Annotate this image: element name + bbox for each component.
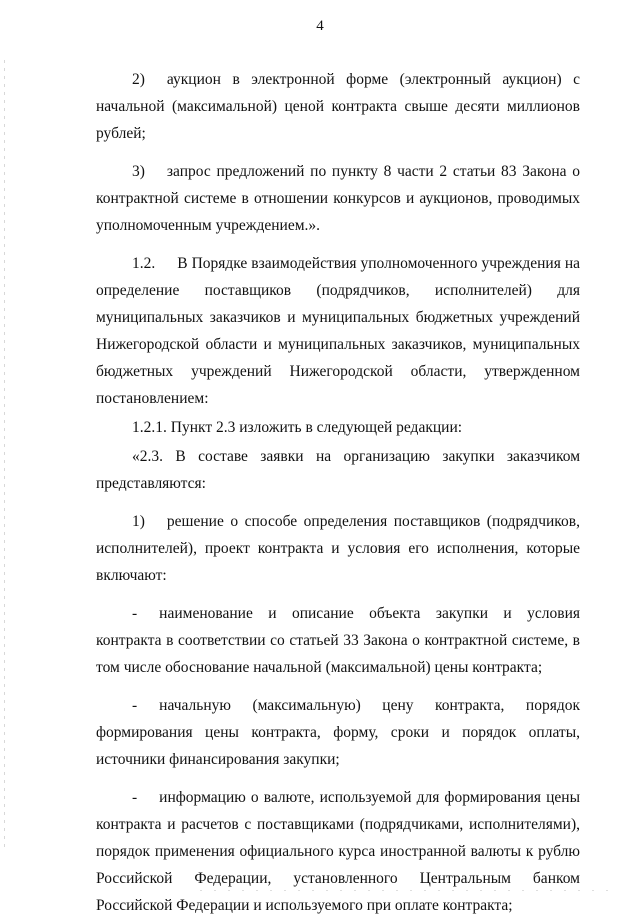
paragraph-dash-3 xyxy=(96,784,580,919)
paragraph-dash-1 xyxy=(96,600,580,681)
paragraph-marker: - xyxy=(132,789,138,806)
paragraph-item-2 xyxy=(96,66,580,147)
paragraph-1-2 xyxy=(96,250,580,412)
paragraph-text: запрос предложений по пункту 8 части 2 статьи 83 Закона о контрактной системе в отношении конкурсов и аукционов, проводимых уполномоченным учреждением.». xyxy=(96,163,580,234)
paragraph-marker: 2) xyxy=(132,71,145,88)
paragraph-dash-2 xyxy=(96,692,580,773)
paragraph-item-3 xyxy=(96,158,580,239)
page-number: 4 xyxy=(316,18,324,34)
scan-bottom-marks xyxy=(200,890,620,891)
paragraph-2-3 xyxy=(96,443,580,497)
paragraph-marker: - xyxy=(132,697,138,714)
paragraph-marker: «2.3. xyxy=(132,448,163,465)
paragraph-1-2-1 xyxy=(96,414,580,441)
paragraph-item-1 xyxy=(96,508,580,589)
paragraph-text: аукцион в электронной форме (электронный аукцион) с начальной (максимальной) ценой контракта свыше десяти миллионов рублей; xyxy=(96,71,580,142)
document-body xyxy=(96,66,580,919)
paragraph-text: В Порядке взаимодействия уполномоченного учреждения на определение поставщиков (подрядчиков, исполнителей) для муниципальных заказчиков и муниципальных бюджетных учреждений Нижегородской области и муниципальных заказчиков, муниципальных бюджетных учреждений Нижегородской области, утвержденном постановлением: xyxy=(96,255,580,407)
paragraph-text: решение о способе определения поставщиков (подрядчиков, исполнителей), проект контракта и условия его исполнения, которые включают: xyxy=(96,513,580,584)
paragraph-text: 1.2.1. Пункт 2.3 изложить в следующей редакции: xyxy=(132,419,463,436)
paragraph-text: начальную (максимальную) цену контракта, порядок формирования цены контракта, форму, сроки и порядок оплаты, источники финансирования закупки; xyxy=(96,697,580,768)
paragraph-marker: - xyxy=(132,605,138,622)
paragraph-text: наименование и описание объекта закупки и условия контракта в соответствии со статьей 33 Закона о контрактной системе, в том числе обоснование начальной (максимальной) цены контракта; xyxy=(96,605,580,676)
paragraph-text: информацию о валюте, используемой для формирования цены контракта и расчетов с поставщиками (подрядчиками, исполнителями), порядок применения официального курса иностранной валюты к рублю Российской Федерации, установленного Центральным банком Российской Федерации и используемого при оплате контракта; xyxy=(96,789,580,914)
paragraph-text: В составе заявки на организацию закупки заказчиком представляются: xyxy=(96,448,581,492)
paragraph-marker: 3) xyxy=(132,163,145,180)
paragraph-marker: 1.2. xyxy=(132,255,156,272)
scan-edge-marks xyxy=(4,60,5,850)
paragraph-marker: 1) xyxy=(132,513,145,530)
